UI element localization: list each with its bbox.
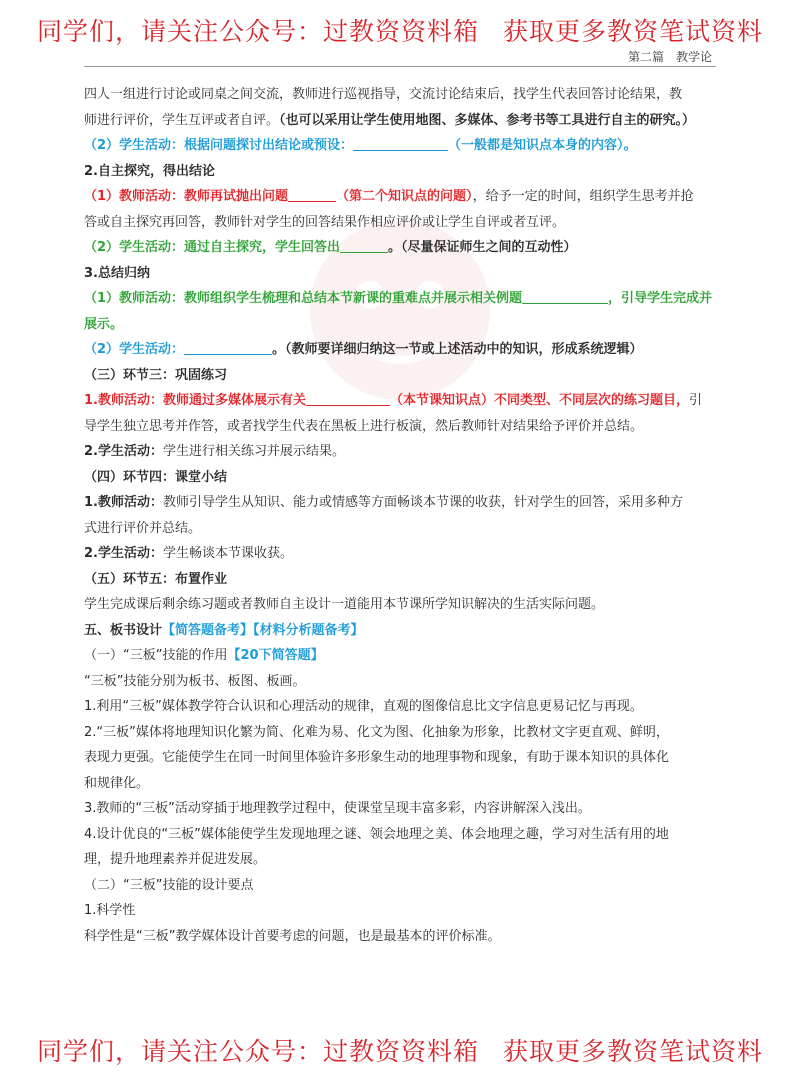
body-line: 2.学生活动：学生进行相关练习并展示结果。 [84, 444, 345, 459]
body-line: 理，提升地理素养并促进发展。 [84, 852, 267, 867]
promo-banner-bottom [0, 1032, 800, 1068]
section-heading: （三）环节三：巩固练习 [84, 367, 228, 383]
body-line: 式进行评价并总结。 [84, 520, 202, 536]
body-line: 四人一组进行讨论或同桌之间交流，教师进行巡视指导，交流讨论结束后，找学生代表回答讨论结果，教 [84, 87, 683, 102]
subsection-heading: （一）“三板”技能的作用【20下简答题】 [84, 648, 324, 663]
section-heading: 3.总结归纳 [84, 265, 150, 281]
section-heading: 2.自主探究，得出结论 [84, 163, 215, 179]
body-line: 学生完成课后剩余练习题或者教师自主设计一道能用本节课所学知识解决的生活实际问题。 [84, 597, 605, 612]
promo-banner-right-text: 获取更多教资笔试资料 [503, 17, 764, 46]
body-line: 2.“三板”媒体将地理知识化繁为简、化难为易、化文为图、化抽象为形象，比教材文字更直观、鲜明， [84, 724, 669, 740]
body-line: 1.利用“三板”媒体教学符合认识和心理活动的规律，直观的图像信息比文字信息更易记忆与再现。 [84, 699, 643, 714]
fill-blank [288, 187, 336, 202]
document-body [84, 82, 718, 949]
exam-tag: 【20下简答题】 [227, 648, 324, 663]
body-line: 展示。 [84, 316, 124, 332]
running-head: 第二篇 教学论 [627, 50, 712, 64]
promo-banner-top [0, 12, 800, 48]
promo-banner-left-text: 同学们，请关注公众号：过教资资料箱 [36, 1037, 479, 1066]
exam-tag: 【简答题备考】【材料分析题备考】 [162, 622, 364, 638]
fill-blank [306, 391, 390, 406]
fill-blank [353, 136, 448, 151]
body-line: 科学性是“三板”教学媒体设计首要考虑的问题，也是最基本的评价标准。 [84, 928, 501, 944]
subsection-heading: （二）“三板”技能的设计要点 [84, 877, 254, 893]
section-heading: （四）环节四：课堂小结 [84, 469, 228, 485]
promo-banner-left-text: 同学们，请关注公众号：过教资资料箱 [36, 17, 479, 46]
fill-blank [522, 289, 608, 304]
fill-blank [340, 238, 388, 253]
section-heading: （五）环节五：布置作业 [84, 571, 228, 587]
body-line: 答或自主探究再回答，教师针对学生的回答结果作相应评价或让学生自评或者互评。 [84, 214, 566, 230]
section-heading: 五、板书设计【简答题备考】【材料分析题备考】 [84, 622, 364, 638]
teacher-activity-line: 1.教师活动：教师通过多媒体展示有关 （本节课知识点）不同类型、不同层次的练习题目，引 [84, 393, 703, 408]
student-activity-line: （2）学生活动：通过自主探究，学生回答出 。（尽量保证师生之间的互动性） [84, 240, 577, 255]
body-line: （1）教师活动：教师再试抛出问题 （第二个知识点的问题），给予一定的时间，组织学生思考并抢 [84, 189, 694, 204]
promo-banner-right-text: 获取更多教资笔试资料 [503, 1037, 764, 1066]
body-line: 表现力更强。它能使学生在同一时间里体验许多形象生动的地理事物和现象，有助于课本知识的具体化 [84, 750, 670, 765]
teacher-activity-line: （1）教师活动：教师组织学生梳理和总结本节新课的重难点并展示相关例题 ，引导学生完成并 [84, 291, 713, 306]
student-activity-line: （2）学生活动： 。（教师要详细归纳这一节或上述活动中的知识，形成系统逻辑） [84, 342, 643, 357]
student-activity-line: （2）学生活动：根据问题探讨出结论或预设： （一般都是知识点本身的内容）。 [84, 138, 637, 153]
body-line: 3.教师的“三板”活动穿插于地理教学过程中，使课堂呈现丰富多彩，内容讲解深入浅出。 [84, 801, 591, 816]
body-line: 1.科学性 [84, 903, 136, 918]
body-line: 4.设计优良的“三板”媒体能使学生发现地理之谜、领会地理之美、体会地理之趣，学习对生活有用的地 [84, 826, 669, 842]
body-line: 导学生独立思考并作答，或者找学生代表在黑板上进行板演，然后教师针对结果给予评价并总结。 [84, 418, 644, 434]
body-line: “三板”技能分别为板书、板图、板画。 [84, 673, 306, 689]
fill-blank [184, 340, 272, 355]
body-line: 和规律化。 [84, 775, 150, 791]
header-rule [84, 66, 716, 67]
body-line: 2.学生活动：学生畅谈本节课收获。 [84, 546, 293, 561]
body-line: 1.教师活动：教师引导学生从知识、能力或情感等方面畅谈本节课的收获，针对学生的回答，采用多种方 [84, 495, 683, 510]
bold-note: （也可以采用让学生使用地图、多媒体、参考书等工具进行自主的研究。） [279, 112, 696, 128]
body-line: 师进行评价，学生互评或者自评。（也可以采用让学生使用地图、多媒体、参考书等工具进行自主的研究。） [84, 112, 696, 128]
